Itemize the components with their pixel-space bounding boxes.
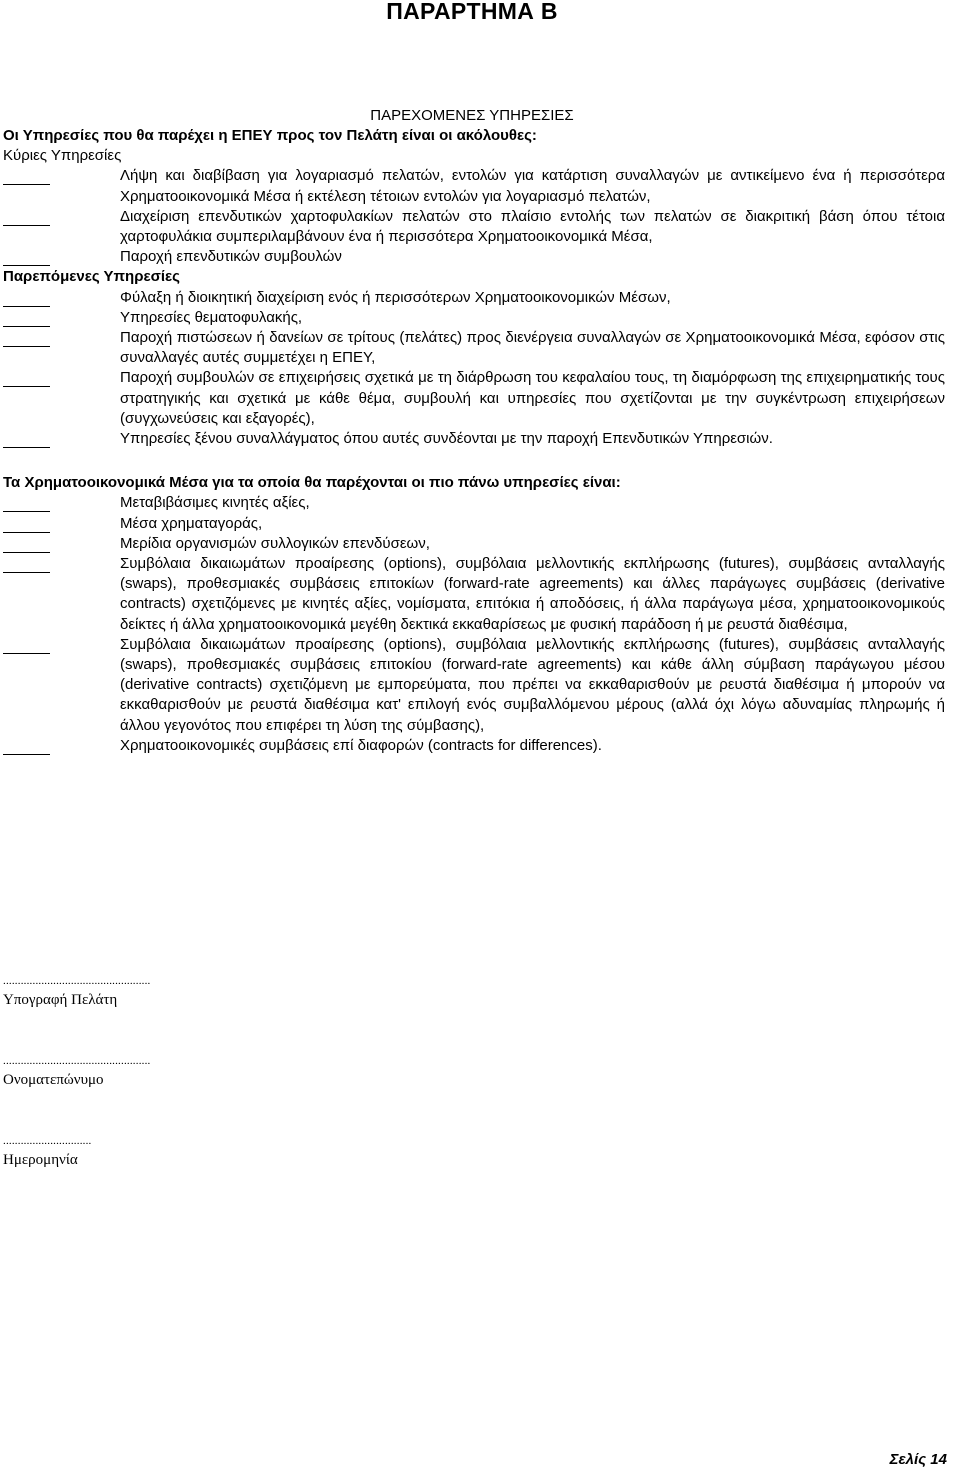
instrument-item <box>3 493 945 513</box>
core-service-item <box>3 166 945 206</box>
date-line[interactable]: .............................. <box>3 1135 92 1147</box>
checkbox-blank[interactable] <box>3 207 50 226</box>
signature-line[interactable]: .................................................. <box>3 975 151 987</box>
item-text: Συμβόλαια δικαιωμάτων προαίρεσης (options), συμβόλαια μελλοντικής εκπλήρωσης (futures), συμβάσεις ανταλλαγής (swaps), προθεσμιακές συμβάσεις επιτοκίου (forward-rate agreements) και κάθε άλλη σύμβαση παράγωγου μέσου (derivative contracts) σχετιζόμενη με εμπορεύματα, που πρέπει να εκκαθαρισθούν με ρευστά διαθέσιμα ή μπορούν να εκκαθαρισθούν με ρευστά διαθέσιμα κατ' επιλογή ενός συμβαλλόμενου μέρους (αλλά όχι λόγω αδυναμίας πληρωμής ή άλλου γεγονότος που επιφέρει τη λύση της σύμβασης), <box>120 635 945 734</box>
instrument-item <box>3 534 945 554</box>
client-signature-label: Υπογραφή Πελάτη <box>3 992 118 1008</box>
checkbox-blank[interactable] <box>3 514 50 533</box>
checkbox-blank[interactable] <box>3 328 50 347</box>
item-text: Μερίδια οργανισμών συλλογικών επενδύσεων, <box>120 534 430 552</box>
full-name-block <box>3 1054 151 1090</box>
checkbox-blank[interactable] <box>3 247 50 266</box>
instrument-item <box>3 514 945 534</box>
client-signature-block <box>3 974 151 1010</box>
item-text: Λήψη και διαβίβαση για λογαριασμό πελατών, εντολών για κατάρτιση συναλλαγών με αντικείμενο ένα ή περισσότερα Χρηματοοικονομικά Μέσα ή εκτέλεση τέτοιων εντολών για λογαριασμό πελατών, <box>120 167 945 205</box>
checkbox-blank[interactable] <box>3 534 50 553</box>
checkbox-blank[interactable] <box>3 368 50 387</box>
page-number: Σελίς 14 <box>889 1451 947 1468</box>
spacer <box>3 449 945 473</box>
checkbox-blank[interactable] <box>3 166 50 185</box>
item-text: Παροχή επενδυτικών συμβουλών <box>120 248 342 266</box>
ancillary-service-item <box>3 308 945 328</box>
checkbox-blank[interactable] <box>3 429 50 448</box>
checkbox-blank[interactable] <box>3 308 50 327</box>
item-text: Φύλαξη ή διοικητική διαχείριση ενός ή περισσότερων Χρηματοοικονομικών Μέσων, <box>120 288 671 306</box>
item-text: Συμβόλαια δικαιωμάτων προαίρεσης (options), συμβόλαια μελλοντικής εκπλήρωσης (futures), συμβάσεις ανταλλαγής (swaps), προθεσμιακές συμβάσεις επιτοκίων (forward-rate agreements) και άλλες παράγωγες συμβάσεις (derivative contracts) σχετιζόμενες με κινητές αξίες, νομίσματα, επιτόκια ή αποδόσεις, ή άλλα παράγωγα μέσα, χρηματοοικονομικούς δείκτες ή άλλα χρηματοοικονομικά μεγέθη δεκτικά εκκαθαρίσεως με φυσική παράδοση ή με ρευστά διαθέσιμα, <box>120 555 945 633</box>
services-section <box>3 126 945 756</box>
checkbox-blank[interactable] <box>3 288 50 307</box>
page-title: ΠΑΡΑΡΤΗΜΑ Β <box>386 0 558 24</box>
core-service-item <box>3 207 945 247</box>
checkbox-blank[interactable] <box>3 635 50 654</box>
core-services-heading: Κύριες Υπηρεσίες <box>3 147 122 165</box>
full-name-label: Ονοματεπώνυμο <box>3 1072 104 1088</box>
ancillary-service-item <box>3 368 945 429</box>
item-text: Παροχή συμβουλών σε επιχειρήσεις σχετικά με τη διάρθρωση του κεφαλαίου τους, τη διαμόρφωση της επιχειρηματικής τους στρατηγικής και σχετικά με κάθε θέμα, συμβουλή και υπηρεσίες που σχετίζονται με την συγκέντρωση επιχειρήσεων (συγχωνεύσεις και εξαγορές), <box>120 369 945 427</box>
item-text: Μέσα χρηματαγοράς, <box>120 514 263 532</box>
instrument-item <box>3 736 945 756</box>
item-text: Υπηρεσίες ξένου συναλλάγματος όπου αυτές συνδέονται με την παροχή Επενδυτικών Υπηρεσιών. <box>120 430 773 448</box>
ancillary-service-item <box>3 429 945 449</box>
item-text: Μεταβιβάσιμες κινητές αξίες, <box>120 494 310 512</box>
instruments-heading: Τα Χρηματοοικονομικά Μέσα για τα οποία θα παρέχονται οι πιο πάνω υπηρεσίες είναι: <box>3 474 621 492</box>
name-line[interactable]: .................................................. <box>3 1055 151 1067</box>
section-subtitle: ΠΑΡΕΧΟΜΕΝΕΣ ΥΠΗΡΕΣΙΕΣ <box>370 107 574 124</box>
date-block <box>3 1134 92 1170</box>
ancillary-service-item <box>3 288 945 308</box>
date-label: Ημερομηνία <box>3 1152 78 1168</box>
item-text: Υπηρεσίες θεματοφυλακής, <box>120 308 303 326</box>
core-service-item <box>3 247 945 267</box>
instrument-item <box>3 554 945 635</box>
item-text: Χρηματοοικονομικές συμβάσεις επί διαφορών (contracts for differences). <box>120 736 602 754</box>
ancillary-service-item <box>3 328 945 368</box>
item-text: Παροχή πιστώσεων ή δανείων σε τρίτους (πελάτες) προς διενέργεια συναλλαγών σε Χρηματοοικονομικά Μέσα, εφόσον στις συναλλαγές αυτές συμμετέχει η ΕΠΕΥ, <box>120 329 945 367</box>
checkbox-blank[interactable] <box>3 736 50 755</box>
item-text: Διαχείριση επενδυτικών χαρτοφυλακίων πελατών στο πλαίσιο εντολής των πελατών σε διακριτική βάση όπου τέτοια χαρτοφυλάκια συμπεριλαμβάνουν ένα ή περισσότερα Χρηματοοικονομικά Μέσα, <box>120 207 945 246</box>
ancillary-services-heading: Παρεπόμενες Υπηρεσίες <box>3 268 180 286</box>
intro-text: Οι Υπηρεσίες που θα παρέχει η ΕΠΕΥ προς τον Πελάτη είναι οι ακόλουθες: <box>3 127 537 144</box>
checkbox-blank[interactable] <box>3 554 50 573</box>
checkbox-blank[interactable] <box>3 493 50 512</box>
instrument-item <box>3 635 945 736</box>
